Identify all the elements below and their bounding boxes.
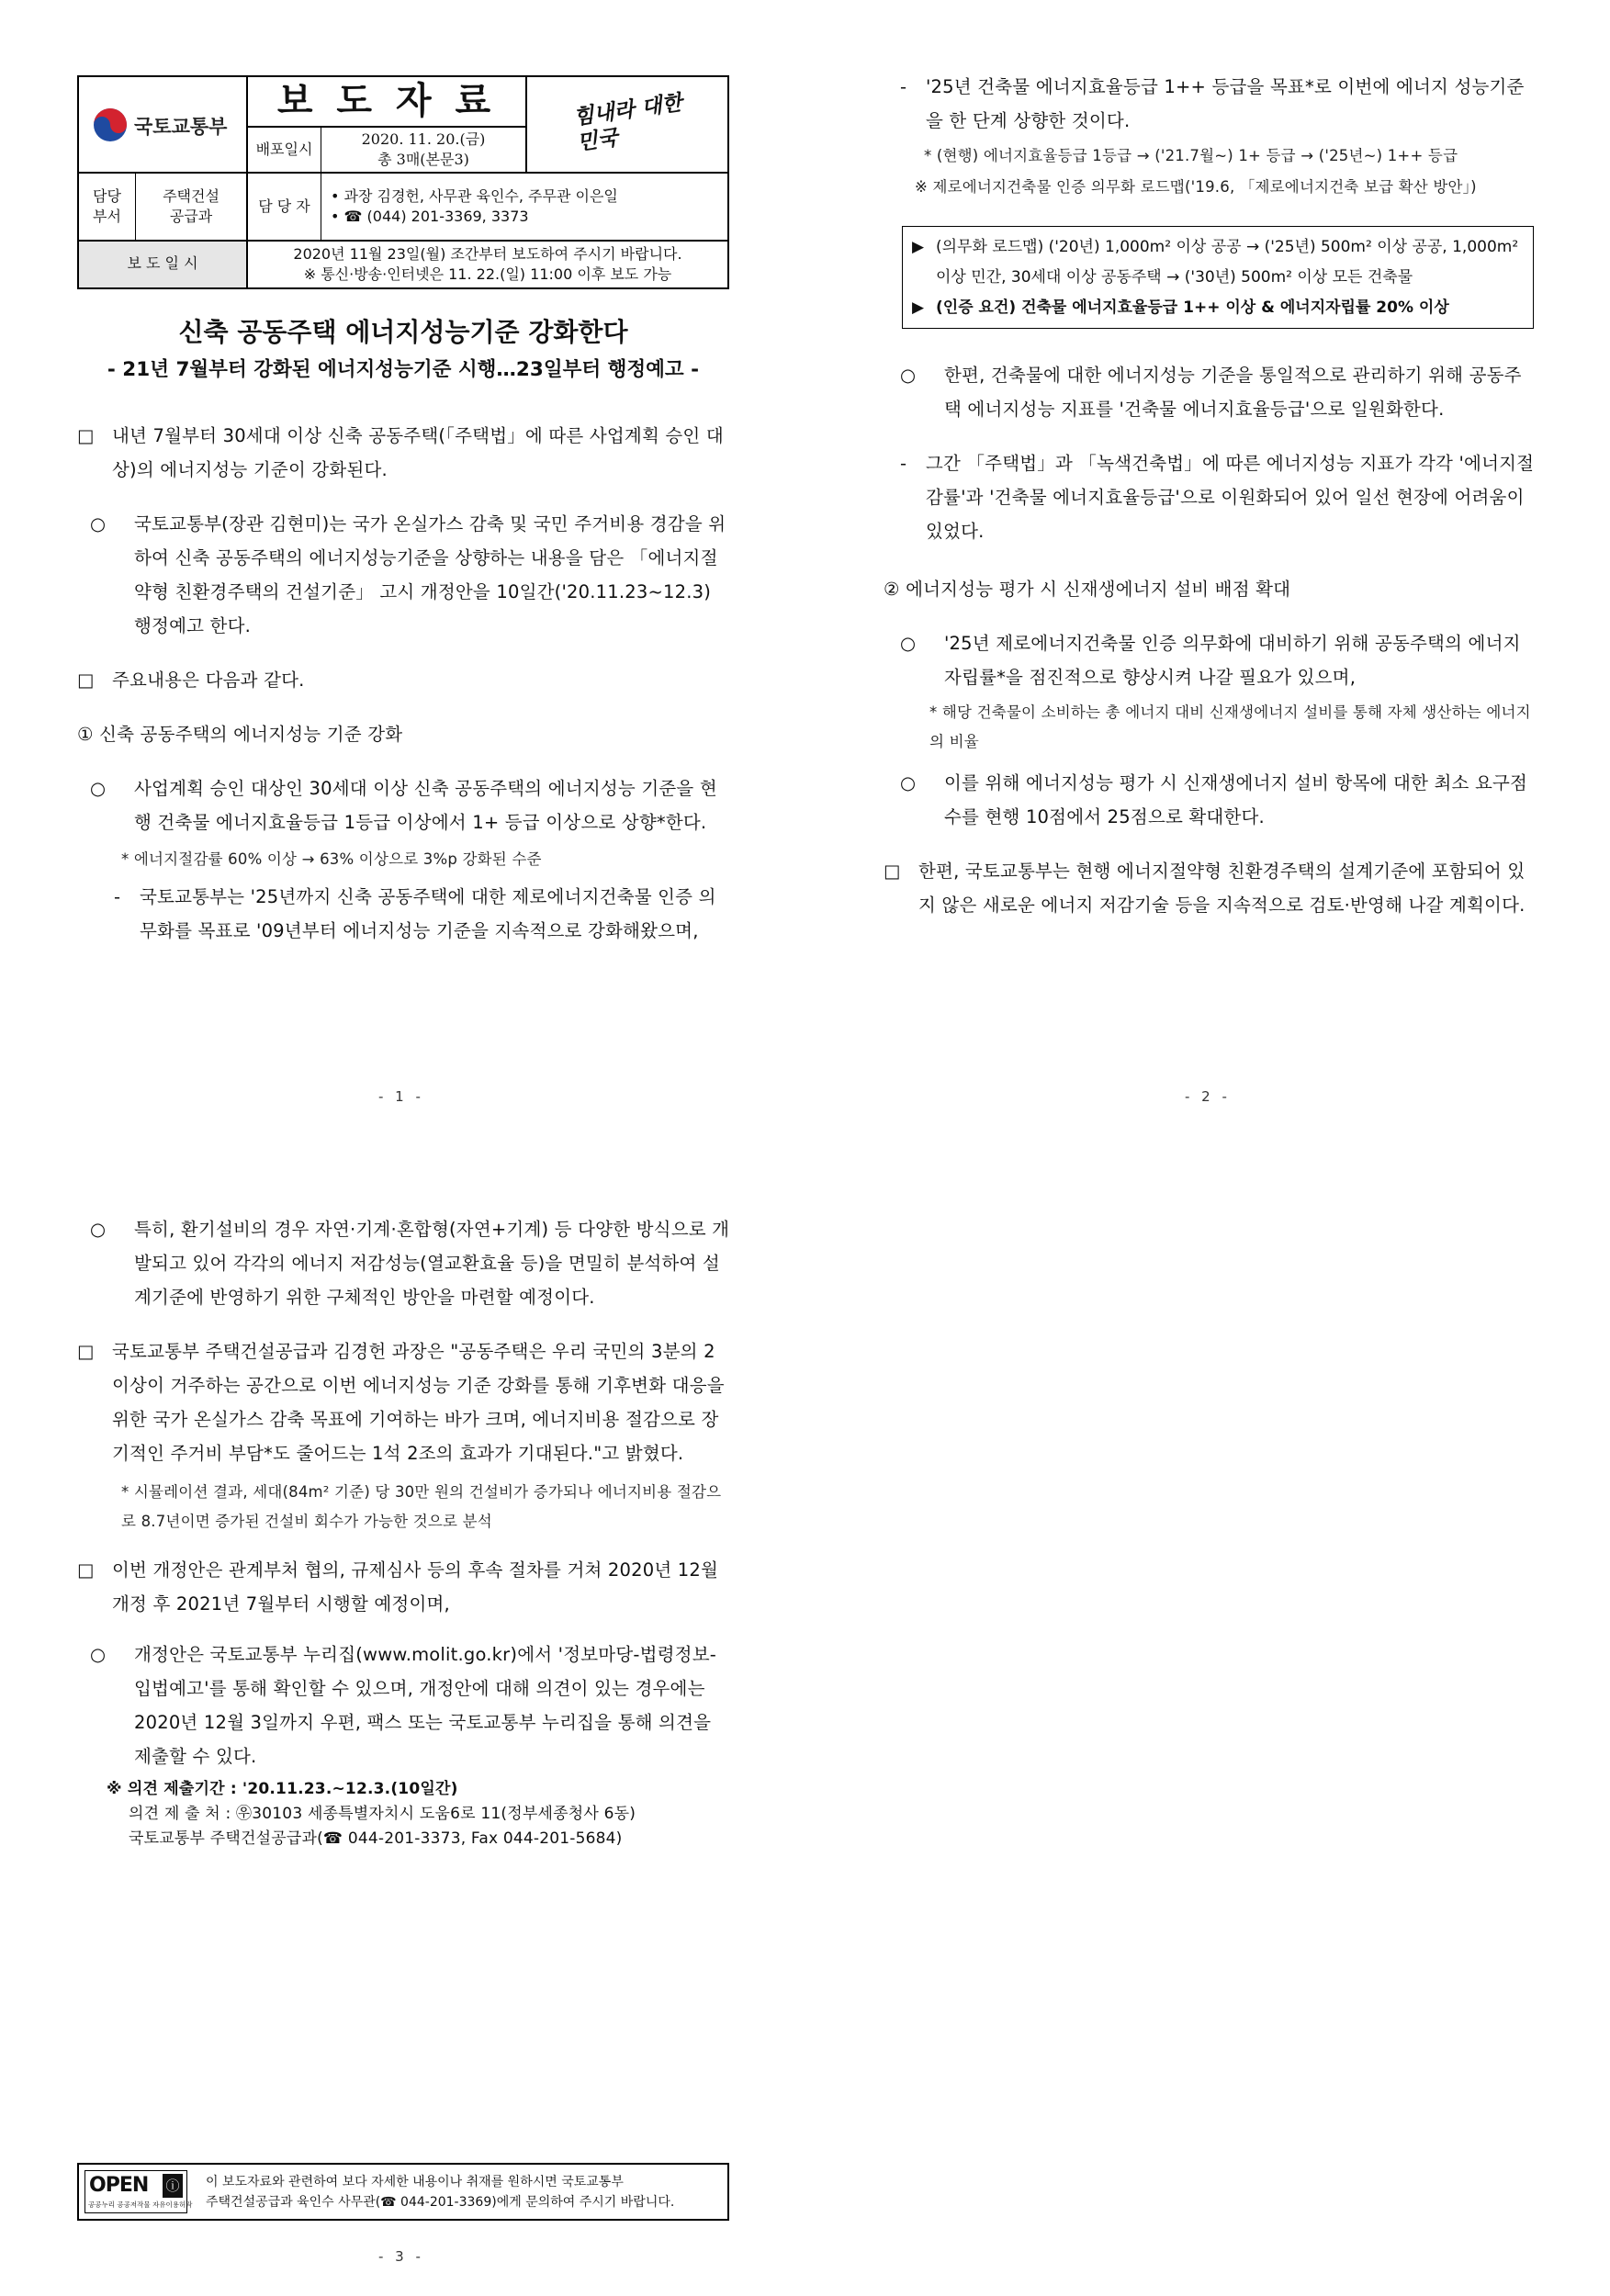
- open-notice-line-1: 이 보도자료와 관련하여 보다 자세한 내용이나 취재를 원하시면 국토교통부: [206, 2175, 624, 2189]
- person-phone: • ☎ (044) 201-3369, 3373: [331, 208, 529, 225]
- paragraph-dash: [900, 70, 1537, 138]
- square-bullet-icon: □: [77, 425, 95, 446]
- roadmap-text-1: (의무화 로드맵) ('20년) 1,000m² 이상 공공 → ('25년) 500m² 이상 공공, 1,000m² 이상 민간, 30세대 이상 공동주택 → ('30년) 500m² 이상 모든 건축물: [936, 238, 1519, 287]
- paragraph-square: [77, 419, 731, 487]
- dist-date: 2020. 11. 20.(금): [361, 130, 486, 148]
- page-number: - 3 -: [378, 2248, 424, 2265]
- paragraph-circle: [90, 771, 731, 839]
- p3-3-text: 이번 개정안은 관계부처 협의, 규제심사 등의 후속 절차를 거쳐 2020년 12월 개정 후 2021년 7월부터 시행할 예정이며,: [112, 1559, 719, 1615]
- open-logo-text: OPEN: [89, 2174, 149, 2197]
- open-logo-subtext: 공공누리 공공저작물 자유이용허락: [88, 2200, 193, 2209]
- page-number: - 2 -: [1185, 1088, 1231, 1105]
- page2-body-top: [884, 70, 1537, 202]
- footnote: ※ 제로에너지건축물 인증 의무화 로드맵('19.6, 「제로에너지건축 보급 확산 방안」): [915, 178, 1477, 196]
- page3-body: [77, 1212, 731, 1851]
- dash-bullet-icon: -: [900, 76, 907, 97]
- paragraph-square: [77, 663, 731, 697]
- embargo-text-2: ※ 통신·방송·인터넷은 11. 22.(일) 11:00 이후 보도 가능: [303, 265, 672, 283]
- square-bullet-icon: □: [77, 1559, 95, 1581]
- paragraph-circle: [90, 1638, 731, 1773]
- doc-type-title: 보 도 자 료: [276, 80, 497, 122]
- paragraph-circle: [900, 358, 1537, 426]
- footnote: * (현행) 에너지효율등급 1등급 → ('21.7월~) 1+ 등급 → ('25년~) 1++ 등급: [924, 147, 1458, 164]
- page-title: 신축 공동주택 에너지성능기준 강화한다: [178, 317, 628, 347]
- press-release-header: [77, 75, 729, 289]
- p1-text: 내년 7월부터 30세대 이상 신축 공동주택(「주택법」에 따른 사업계획 승인 대상)의 에너지성능 기준이 강화된다.: [112, 425, 724, 480]
- circle-bullet-icon: ○: [90, 1219, 107, 1240]
- circle-bullet-icon: ○: [900, 365, 917, 386]
- footnote: * 시뮬레이션 결과, 세대(84m² 기준) 당 30만 원의 건설비가 증가되나 에너지비용 절감으로 8.7년이면 증가된 건설비 회수가 가능한 것으로 분석: [121, 1483, 722, 1530]
- paragraph-square: [77, 1334, 731, 1470]
- circle-bullet-icon: ○: [90, 1644, 107, 1665]
- taegeuk-logo-icon: [92, 107, 129, 143]
- dist-date-label-text: 배포일시: [255, 141, 313, 158]
- p5-text: 국토교통부는 '25년까지 신축 공동주택에 대한 제로에너지건축물 인증 의무화를 목표로 '09년부터 에너지성능 기준을 지속적으로 강화해왔으며,: [140, 886, 716, 941]
- submission-period: ※ 의견 제출기간 : '20.11.23.~12.3.(10일간): [107, 1780, 458, 1798]
- paragraph-square: [77, 1553, 731, 1621]
- dept-label: [79, 174, 136, 242]
- embargo-label-text: 보 도 일 시: [127, 254, 198, 272]
- square-bullet-icon: □: [77, 670, 95, 691]
- roadmap-text-2: (인증 요건) 건축물 에너지효율등급 1++ 이상 & 에너지자립률 20% 이상: [936, 298, 1449, 317]
- p2-6-text: 한편, 국토교통부는 현행 에너지절약형 친환경주택의 설계기준에 포함되어 있지 않은 새로운 에너지 저감기술 등을 지속적으로 검토·반영해 나갈 계획이다.: [918, 861, 1526, 916]
- circle-bullet-icon: ○: [900, 772, 917, 793]
- open-notice-line-2: 주택건설공급과 육인수 사무관(☎ 044-201-3369)에게 문의하여 주시기 바랍니다.: [206, 2195, 675, 2210]
- p2-4-text: '25년 제로에너지건축물 인증 의무화에 대비하기 위해 공동주택의 에너지자립률*을 점진적으로 향상시켜 나갈 필요가 있으며,: [944, 633, 1521, 688]
- p3-2-text: 국토교통부 주택건설공급과 김경헌 과장은 "공동주택은 우리 국민의 3분의 2 이상이 거주하는 공간으로 이번 에너지성능 기준 강화를 통해 기후변화 대응을 위한 국가 온실가스 감축 목표에 기여하는 바가 크며, 에너지비용 절감으로 장기적인 주거비 부담*도 줄어드는 1석 2조의 효과가 기대된다."고 밝혔다.: [112, 1341, 725, 1464]
- section-heading: ② 에너지성능 평가 시 신재생에너지 설비 배점 확대: [884, 579, 1291, 600]
- dept-label-text: 담당 부서: [93, 187, 121, 225]
- footnote: * 에너지절감률 60% 이상 → 63% 이상으로 3%p 강화된 수준: [121, 850, 542, 868]
- roadmap-box: [902, 226, 1534, 329]
- paragraph-circle: [90, 507, 731, 643]
- page2-body-bottom: [884, 358, 1537, 922]
- paragraph-square: [884, 854, 1537, 922]
- submission-contact: 국토교통부 주택건설공급과(☎ 044-201-3373, Fax 044-201-5684): [129, 1829, 623, 1848]
- triangle-bullet-icon: ▶: [912, 298, 925, 317]
- roadmap-row: [912, 293, 1524, 323]
- open-notice: [206, 2172, 674, 2212]
- open-license-logo: [84, 2170, 193, 2213]
- dept-name: 주택건설 공급과: [163, 187, 220, 225]
- page1-body: [77, 419, 731, 948]
- slogan-cell: [527, 77, 727, 174]
- triangle-bullet-icon: ▶: [912, 238, 925, 256]
- circle-bullet-icon: ○: [90, 778, 107, 799]
- dash-bullet-icon: -: [114, 886, 121, 907]
- page-count: 총 3매(본문3): [377, 151, 469, 168]
- paragraph-circle: [90, 1212, 731, 1314]
- p3-1-text: 특히, 환기설비의 경우 자연·기계·혼합형(자연+기계) 등 다양한 방식으로 개발되고 있어 각각의 에너지 저감성능(열교환효율 등)을 면밀히 분석하여 설계기준에 반영하기 위한 구체적인 방안을 마련할 예정이다.: [134, 1219, 730, 1308]
- dist-date-cell: [321, 128, 527, 174]
- page-subtitle: - 21년 7월부터 강화된 에너지성능기준 시행…23일부터 행정예고 -: [107, 358, 700, 381]
- ministry-logo-cell: [79, 77, 248, 174]
- submission-info: [107, 1777, 731, 1851]
- headline-block: [77, 312, 729, 388]
- p2-3-text: 그간 「주택법」과 「녹색건축법」에 따른 에너지성능 지표가 각각 '에너지절감률'과 '건축물 에너지효율등급'으로 이원화되어 있어 일선 현장에 어려움이 있었다.: [926, 453, 1535, 542]
- dash-bullet-icon: -: [900, 453, 907, 474]
- ministry-name: 국토교통부: [134, 116, 228, 138]
- p3-text: 주요내용은 다음과 같다.: [112, 670, 305, 691]
- circle-bullet-icon: ○: [90, 513, 107, 535]
- page-number: - 1 -: [378, 1088, 424, 1105]
- license-icon: ⓘ: [163, 2174, 183, 2198]
- embargo-cell: [248, 242, 727, 287]
- footnote: * 해당 건축물이 소비하는 총 에너지 대비 신재생에너지 설비를 통해 자체 생산하는 에너지의 비율: [929, 703, 1531, 750]
- square-bullet-icon: □: [884, 861, 901, 882]
- embargo-label: [79, 242, 248, 287]
- p2-1-text: '25년 건축물 에너지효율등급 1++ 등급을 목표*로 이번에 에너지 성능기준을 한 단계 상향한 것이다.: [926, 76, 1525, 131]
- p2-5-text: 이를 위해 에너지성능 평가 시 신재생에너지 설비 항목에 대한 최소 요구점수를 현행 10점에서 25점으로 확대한다.: [944, 772, 1528, 827]
- p2-text: 국토교통부(장관 김현미)는 국가 온실가스 감축 및 국민 주거비용 경감을 위하여 신축 공동주택의 에너지성능기준을 상향하는 내용을 담은 「에너지절약형 친환경주택의 건설기준」 고시 개정안을 10일간('20.11.23~12.3) 행정예고 한다.: [134, 513, 726, 636]
- embargo-text-1: 2020년 11월 23일(월) 조간부터 보도하여 주시기 바랍니다.: [293, 245, 682, 263]
- p3-4-text: 개정안은 국토교통부 누리집(www.molit.go.kr)에서 '정보마당-법령정보-입법예고'를 통해 확인할 수 있으며, 개정안에 대해 의견이 있는 경우에는 2020년 12월 3일까지 우편, 팩스 또는 국토교통부 누리집을 통해 의견을 제출할 수 있다.: [134, 1644, 716, 1767]
- roadmap-row: [912, 232, 1524, 293]
- person-names: • 과장 김경헌, 사무관 육인수, 주무관 이은일: [331, 187, 618, 205]
- dist-date-label: [248, 128, 321, 174]
- circle-bullet-icon: ○: [900, 633, 917, 654]
- doc-type-cell: [248, 77, 527, 128]
- paragraph-circle: [900, 766, 1537, 834]
- person-cell: [321, 174, 727, 242]
- square-bullet-icon: □: [77, 1341, 95, 1362]
- section-heading: ① 신축 공동주택의 에너지성능 기준 강화: [77, 724, 403, 745]
- person-label: [248, 174, 321, 242]
- submission-address: 의견 제 출 처 : ㉾30103 세종특별자치시 도움6로 11(정부세종청사 6동): [129, 1805, 636, 1823]
- paragraph-dash: [114, 880, 731, 948]
- p4-text: 사업계획 승인 대상인 30세대 이상 신축 공동주택의 에너지성능 기준을 현행 건축물 에너지효율등급 1등급 이상에서 1+ 등급 이상으로 상향*한다.: [134, 778, 717, 833]
- slogan-calligraphy: 힘내라 대한민국: [571, 90, 684, 156]
- paragraph-circle: [900, 626, 1537, 694]
- p2-2-text: 한편, 건축물에 대한 에너지성능 기준을 통일적으로 관리하기 위해 공동주택 에너지성능 지표를 '건축물 에너지효율등급'으로 일원화한다.: [944, 365, 1522, 420]
- open-license-box: [77, 2163, 729, 2221]
- person-label-text: 담 당 자: [258, 197, 310, 215]
- paragraph-dash: [900, 446, 1537, 548]
- dept-cell: [136, 174, 248, 242]
